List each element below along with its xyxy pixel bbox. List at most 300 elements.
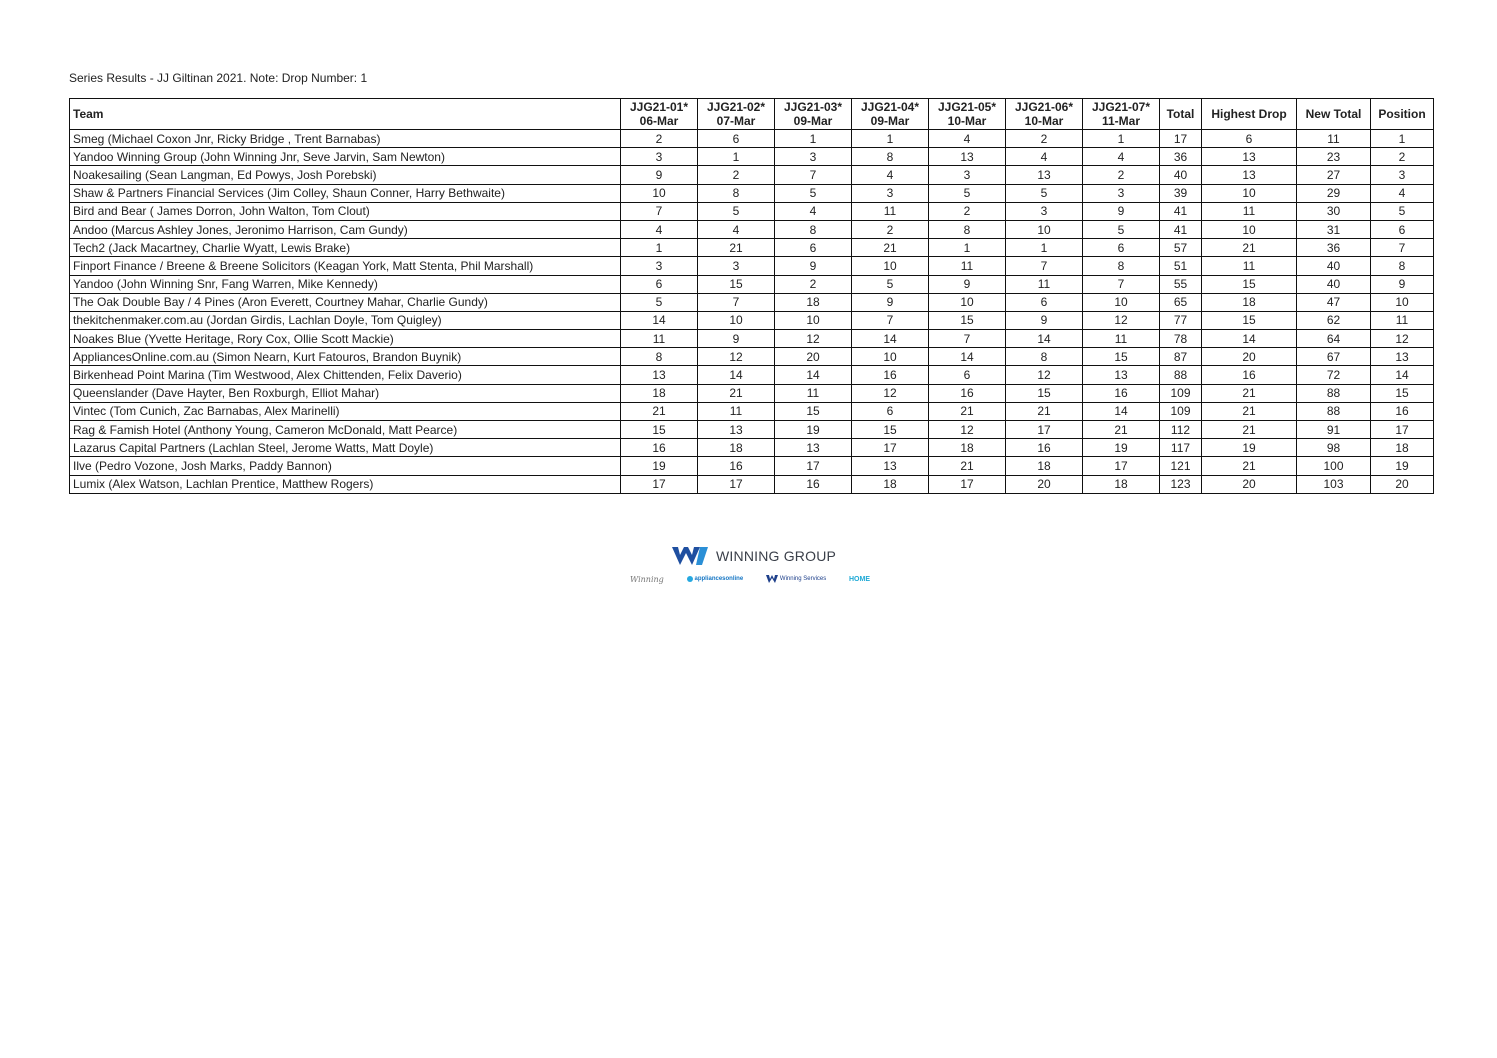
winning-services-text: Winning Services [779,576,827,582]
race-5-cell: 10 [929,293,1006,311]
table-row [70,275,1434,293]
race-3-cell: 20 [775,348,852,366]
race-1-cell: 7 [621,202,698,220]
race-7-cell: 11 [1083,330,1160,348]
winning-group-logo [670,544,836,568]
table-row [70,257,1434,275]
winning-services-logo [766,575,826,583]
race-3-cell: 8 [775,220,852,238]
race-2-cell: 13 [698,421,775,439]
table-row [70,130,1434,148]
race-5-cell: 4 [929,130,1006,148]
race-3-cell: 18 [775,293,852,311]
race-7-cell: 10 [1083,293,1160,311]
race-date: 09-Mar [793,114,833,128]
table-row [70,148,1434,166]
race-5-cell: 5 [929,184,1006,202]
highest-drop-cell: 21 [1202,384,1297,402]
race-5-cell: 2 [929,202,1006,220]
race-7-cell: 15 [1083,348,1160,366]
race-3-cell: 19 [775,421,852,439]
new-total-cell: 72 [1297,366,1371,384]
highest-drop-cell: 13 [1202,166,1297,184]
race-7-cell: 13 [1083,366,1160,384]
race-7-cell: 7 [1083,275,1160,293]
race-5-cell: 9 [929,275,1006,293]
position-cell: 7 [1371,239,1434,257]
table-row [70,421,1434,439]
total-cell: 36 [1160,148,1202,166]
new-total-cell: 27 [1297,166,1371,184]
position-cell: 14 [1371,366,1434,384]
total-cell: 51 [1160,257,1202,275]
race-6-cell: 15 [1006,384,1083,402]
race-code: JJG21-07* [1091,100,1151,114]
race-1-cell: 1 [621,239,698,257]
new-total-cell: 67 [1297,348,1371,366]
new-total-cell: 31 [1297,220,1371,238]
new-total-cell: 88 [1297,402,1371,420]
race-2-cell: 2 [698,166,775,184]
race-date: 07-Mar [716,114,756,128]
race-4-cell: 14 [852,330,929,348]
race-code: JJG21-01* [629,100,689,114]
race-3-cell: 2 [775,275,852,293]
race-7-cell: 21 [1083,421,1160,439]
team-cell: Queenslander (Dave Hayter, Ben Roxburgh, Elliot Mahar) [70,384,621,402]
new-total-cell: 98 [1297,439,1371,457]
race-7-cell: 19 [1083,439,1160,457]
race-6-cell: 16 [1006,439,1083,457]
position-cell: 10 [1371,293,1434,311]
race-2-cell: 10 [698,311,775,329]
race-2-cell: 12 [698,348,775,366]
highest-drop-cell: 21 [1202,421,1297,439]
position-cell: 18 [1371,439,1434,457]
sponsor-logos [630,544,870,590]
race-6-cell: 18 [1006,457,1083,475]
race-1-cell: 6 [621,275,698,293]
header-race-4 [852,99,929,130]
race-2-cell: 1 [698,148,775,166]
race-1-cell: 21 [621,402,698,420]
table-header-row [70,99,1434,130]
race-7-cell: 3 [1083,184,1160,202]
race-3-cell: 15 [775,402,852,420]
page-caption: Series Results - JJ Giltinan 2021. Note: Drop Number: 1 [69,71,368,85]
race-7-cell: 8 [1083,257,1160,275]
race-6-cell: 1 [1006,239,1083,257]
race-7-cell: 18 [1083,475,1160,493]
race-7-cell: 12 [1083,311,1160,329]
total-cell: 87 [1160,348,1202,366]
position-cell: 8 [1371,257,1434,275]
race-2-cell: 15 [698,275,775,293]
new-total-cell: 40 [1297,275,1371,293]
position-cell: 20 [1371,475,1434,493]
race-4-cell: 4 [852,166,929,184]
race-2-cell: 17 [698,475,775,493]
table-row [70,330,1434,348]
race-2-cell: 4 [698,220,775,238]
position-cell: 15 [1371,384,1434,402]
race-7-cell: 1 [1083,130,1160,148]
position-cell: 11 [1371,311,1434,329]
header-race-7 [1083,99,1160,130]
team-cell: Yandoo (John Winning Snr, Fang Warren, Mike Kennedy) [70,275,621,293]
table-row [70,202,1434,220]
position-cell: 2 [1371,148,1434,166]
team-cell: Tech2 (Jack Macartney, Charlie Wyatt, Lewis Brake) [70,239,621,257]
race-5-cell: 17 [929,475,1006,493]
race-date: 09-Mar [870,114,910,128]
highest-drop-cell: 13 [1202,148,1297,166]
sub-logo-row [630,572,870,586]
team-cell: Lazarus Capital Partners (Lachlan Steel, Jerome Watts, Matt Doyle) [70,439,621,457]
race-1-cell: 5 [621,293,698,311]
race-1-cell: 14 [621,311,698,329]
race-4-cell: 17 [852,439,929,457]
table-row [70,366,1434,384]
race-4-cell: 12 [852,384,929,402]
position-cell: 6 [1371,220,1434,238]
team-cell: Noakesailing (Sean Langman, Ed Powys, Josh Porebski) [70,166,621,184]
race-6-cell: 10 [1006,220,1083,238]
new-total-cell: 100 [1297,457,1371,475]
race-2-cell: 7 [698,293,775,311]
race-6-cell: 8 [1006,348,1083,366]
total-cell: 41 [1160,220,1202,238]
total-cell: 78 [1160,330,1202,348]
race-3-cell: 10 [775,311,852,329]
race-1-cell: 8 [621,348,698,366]
race-4-cell: 3 [852,184,929,202]
race-5-cell: 11 [929,257,1006,275]
results-body [70,130,1434,494]
header-position: Position [1371,99,1434,130]
highest-drop-cell: 21 [1202,239,1297,257]
race-5-cell: 3 [929,166,1006,184]
results-table [69,98,1434,494]
race-date: 10-Mar [947,114,987,128]
race-2-cell: 3 [698,257,775,275]
race-5-cell: 8 [929,220,1006,238]
total-cell: 17 [1160,130,1202,148]
new-total-cell: 23 [1297,148,1371,166]
team-cell: Bird and Bear ( James Dorron, John Walton, Tom Clout) [70,202,621,220]
table-row [70,348,1434,366]
race-3-cell: 13 [775,439,852,457]
new-total-cell: 91 [1297,421,1371,439]
position-cell: 1 [1371,130,1434,148]
race-1-cell: 16 [621,439,698,457]
race-3-cell: 4 [775,202,852,220]
race-1-cell: 18 [621,384,698,402]
race-4-cell: 16 [852,366,929,384]
race-3-cell: 1 [775,130,852,148]
total-cell: 55 [1160,275,1202,293]
table-row [70,293,1434,311]
race-2-cell: 5 [698,202,775,220]
highest-drop-cell: 21 [1202,457,1297,475]
position-cell: 9 [1371,275,1434,293]
new-total-cell: 47 [1297,293,1371,311]
race-6-cell: 2 [1006,130,1083,148]
race-date: 06-Mar [639,114,679,128]
table-row [70,475,1434,493]
race-1-cell: 3 [621,257,698,275]
position-cell: 4 [1371,184,1434,202]
highest-drop-cell: 11 [1202,202,1297,220]
highest-drop-cell: 6 [1202,130,1297,148]
race-2-cell: 9 [698,330,775,348]
home-logo: HOME [848,575,870,583]
race-2-cell: 21 [698,239,775,257]
race-4-cell: 18 [852,475,929,493]
total-cell: 117 [1160,439,1202,457]
race-2-cell: 14 [698,366,775,384]
race-3-cell: 7 [775,166,852,184]
race-2-cell: 6 [698,130,775,148]
position-cell: 16 [1371,402,1434,420]
race-3-cell: 6 [775,239,852,257]
race-3-cell: 16 [775,475,852,493]
race-2-cell: 16 [698,457,775,475]
new-total-cell: 29 [1297,184,1371,202]
highest-drop-cell: 16 [1202,366,1297,384]
race-7-cell: 6 [1083,239,1160,257]
race-3-cell: 3 [775,148,852,166]
new-total-cell: 88 [1297,384,1371,402]
header-highest-drop: Highest Drop [1202,99,1297,130]
race-6-cell: 13 [1006,166,1083,184]
table-row [70,384,1434,402]
race-2-cell: 8 [698,184,775,202]
race-4-cell: 9 [852,293,929,311]
race-4-cell: 11 [852,202,929,220]
highest-drop-cell: 15 [1202,311,1297,329]
race-1-cell: 9 [621,166,698,184]
total-cell: 39 [1160,184,1202,202]
race-4-cell: 13 [852,457,929,475]
race-1-cell: 2 [621,130,698,148]
header-race-6 [1006,99,1083,130]
race-1-cell: 10 [621,184,698,202]
total-cell: 112 [1160,421,1202,439]
highest-drop-cell: 11 [1202,257,1297,275]
header-race-5 [929,99,1006,130]
highest-drop-cell: 20 [1202,348,1297,366]
position-cell: 5 [1371,202,1434,220]
total-cell: 40 [1160,166,1202,184]
header-total: Total [1160,99,1202,130]
race-5-cell: 13 [929,148,1006,166]
race-4-cell: 7 [852,311,929,329]
race-3-cell: 5 [775,184,852,202]
total-cell: 57 [1160,239,1202,257]
highest-drop-cell: 10 [1202,220,1297,238]
appliances-online-logo [687,576,744,582]
race-3-cell: 11 [775,384,852,402]
race-code: JJG21-06* [1014,100,1074,114]
team-cell: Andoo (Marcus Ashley Jones, Jeronimo Harrison, Cam Gundy) [70,220,621,238]
race-7-cell: 4 [1083,148,1160,166]
race-5-cell: 1 [929,239,1006,257]
header-new-total: New Total [1297,99,1371,130]
race-4-cell: 10 [852,257,929,275]
total-cell: 41 [1160,202,1202,220]
header-race-2 [698,99,775,130]
team-cell: Ilve (Pedro Vozone, Josh Marks, Paddy Bannon) [70,457,621,475]
race-6-cell: 20 [1006,475,1083,493]
team-cell: Lumix (Alex Watson, Lachlan Prentice, Matthew Rogers) [70,475,621,493]
race-5-cell: 21 [929,402,1006,420]
team-cell: Smeg (Michael Coxon Jnr, Ricky Bridge , Trent Barnabas) [70,130,621,148]
team-cell: Rag & Famish Hotel (Anthony Young, Cameron McDonald, Matt Pearce) [70,421,621,439]
race-4-cell: 10 [852,348,929,366]
race-5-cell: 21 [929,457,1006,475]
highest-drop-cell: 20 [1202,475,1297,493]
table-row [70,402,1434,420]
race-6-cell: 4 [1006,148,1083,166]
position-cell: 12 [1371,330,1434,348]
race-1-cell: 4 [621,220,698,238]
race-7-cell: 14 [1083,402,1160,420]
header-team: Team [70,99,621,130]
race-1-cell: 15 [621,421,698,439]
race-4-cell: 21 [852,239,929,257]
race-1-cell: 17 [621,475,698,493]
race-4-cell: 8 [852,148,929,166]
table-row [70,166,1434,184]
team-cell: thekitchenmaker.com.au (Jordan Girdis, Lachlan Doyle, Tom Quigley) [70,311,621,329]
race-3-cell: 17 [775,457,852,475]
total-cell: 109 [1160,402,1202,420]
race-6-cell: 7 [1006,257,1083,275]
race-code: JJG21-02* [706,100,766,114]
new-total-cell: 36 [1297,239,1371,257]
race-6-cell: 17 [1006,421,1083,439]
race-4-cell: 1 [852,130,929,148]
winning-services-icon [766,575,778,583]
race-6-cell: 14 [1006,330,1083,348]
race-7-cell: 17 [1083,457,1160,475]
appliances-online-text: appliancesonline [694,576,744,582]
race-7-cell: 16 [1083,384,1160,402]
total-cell: 123 [1160,475,1202,493]
race-5-cell: 18 [929,439,1006,457]
race-3-cell: 12 [775,330,852,348]
race-date: 10-Mar [1024,114,1064,128]
race-5-cell: 15 [929,311,1006,329]
race-4-cell: 5 [852,275,929,293]
race-1-cell: 19 [621,457,698,475]
table-row [70,311,1434,329]
table-row [70,457,1434,475]
table-row [70,220,1434,238]
race-6-cell: 5 [1006,184,1083,202]
race-5-cell: 7 [929,330,1006,348]
race-date: 11-Mar [1101,114,1141,128]
highest-drop-cell: 21 [1202,402,1297,420]
total-cell: 109 [1160,384,1202,402]
team-cell: Finport Finance / Breene & Breene Solicitors (Keagan York, Matt Stenta, Phil Marshall) [70,257,621,275]
race-4-cell: 15 [852,421,929,439]
race-6-cell: 11 [1006,275,1083,293]
team-cell: Yandoo Winning Group (John Winning Jnr, Seve Jarvin, Sam Newton) [70,148,621,166]
header-race-3 [775,99,852,130]
race-3-cell: 9 [775,257,852,275]
race-6-cell: 6 [1006,293,1083,311]
highest-drop-cell: 15 [1202,275,1297,293]
race-6-cell: 12 [1006,366,1083,384]
race-5-cell: 14 [929,348,1006,366]
highest-drop-cell: 18 [1202,293,1297,311]
table-row [70,184,1434,202]
total-cell: 77 [1160,311,1202,329]
race-4-cell: 6 [852,402,929,420]
race-2-cell: 11 [698,402,775,420]
position-cell: 13 [1371,348,1434,366]
race-1-cell: 13 [621,366,698,384]
race-code: JJG21-04* [860,100,920,114]
race-6-cell: 9 [1006,311,1083,329]
race-7-cell: 5 [1083,220,1160,238]
team-cell: Vintec (Tom Cunich, Zac Barnabas, Alex Marinelli) [70,402,621,420]
total-cell: 65 [1160,293,1202,311]
position-cell: 17 [1371,421,1434,439]
header-race-1 [621,99,698,130]
appliances-dot-icon [687,576,693,582]
race-6-cell: 3 [1006,202,1083,220]
race-7-cell: 9 [1083,202,1160,220]
total-cell: 121 [1160,457,1202,475]
race-6-cell: 21 [1006,402,1083,420]
highest-drop-cell: 19 [1202,439,1297,457]
team-cell: Birkenhead Point Marina (Tim Westwood, Alex Chittenden, Felix Daverio) [70,366,621,384]
position-cell: 19 [1371,457,1434,475]
winning-script-logo: Winning [630,574,664,584]
table-row [70,239,1434,257]
team-cell: Shaw & Partners Financial Services (Jim Colley, Shaun Conner, Harry Bethwaite) [70,184,621,202]
team-cell: The Oak Double Bay / 4 Pines (Aron Everett, Courtney Mahar, Charlie Gundy) [70,293,621,311]
race-7-cell: 2 [1083,166,1160,184]
race-4-cell: 2 [852,220,929,238]
new-total-cell: 64 [1297,330,1371,348]
new-total-cell: 40 [1297,257,1371,275]
table-row [70,439,1434,457]
race-3-cell: 14 [775,366,852,384]
race-2-cell: 18 [698,439,775,457]
new-total-cell: 103 [1297,475,1371,493]
highest-drop-cell: 10 [1202,184,1297,202]
race-1-cell: 3 [621,148,698,166]
position-cell: 3 [1371,166,1434,184]
race-code: JJG21-03* [783,100,843,114]
race-1-cell: 11 [621,330,698,348]
new-total-cell: 62 [1297,311,1371,329]
race-5-cell: 16 [929,384,1006,402]
new-total-cell: 30 [1297,202,1371,220]
race-code: JJG21-05* [937,100,997,114]
race-5-cell: 6 [929,366,1006,384]
winning-group-text: WINNING GROUP [716,548,837,564]
race-5-cell: 12 [929,421,1006,439]
new-total-cell: 11 [1297,130,1371,148]
highest-drop-cell: 14 [1202,330,1297,348]
total-cell: 88 [1160,366,1202,384]
winning-w-icon [670,545,710,567]
